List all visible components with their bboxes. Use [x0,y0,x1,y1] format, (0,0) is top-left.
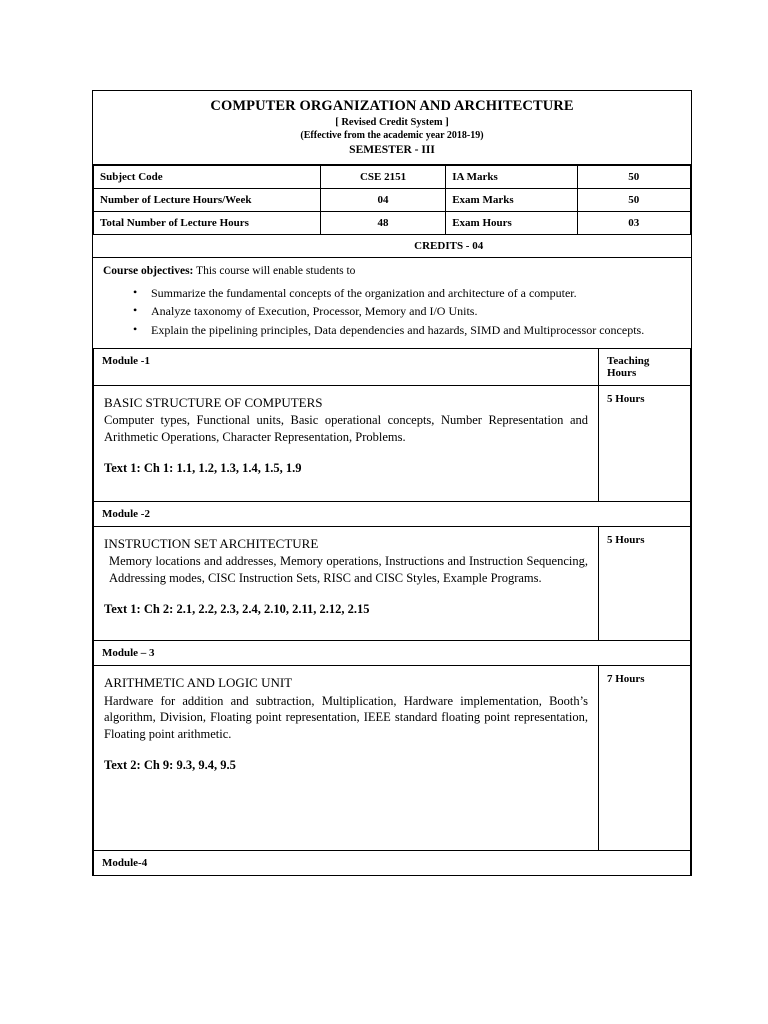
teaching-hours-line1: Teaching [607,354,650,367]
exam-hours-value: 03 [577,212,690,235]
module-2-title: INSTRUCTION SET ARCHITECTURE [104,535,319,551]
subject-code-value: CSE 2151 [320,166,445,189]
module-1-label: Module -1 [94,349,599,386]
effective-year-note: (Effective from the academic year 2018-19) [300,130,484,142]
module-3-hours: 7 Hours [599,666,691,851]
exam-marks-label: Exam Marks [446,189,577,212]
module-2-content [94,526,599,640]
course-info-table [93,165,691,257]
module-2-hours: 5 Hours [599,526,691,640]
semester-label: SEMESTER - III [349,144,435,157]
document-header [93,91,691,165]
list-item: • Analyze taxonomy of Execution, Processor, Memory and I/O Units. [133,303,681,319]
total-lecture-hours-label: Total Number of Lecture Hours [94,212,321,235]
module-1-reference: Text 1: Ch 1: 1.1, 1.2, 1.3, 1.4, 1.5, 1.9 [104,460,302,475]
teaching-hours-line2: Hours [607,366,637,379]
teaching-hours-header [599,349,691,386]
module-3-reference: Text 2: Ch 9: 9.3, 9.4, 9.5 [104,758,236,773]
empty-cell-right [577,235,690,258]
module-1-hours: 5 Hours [599,385,691,501]
table-row [94,641,691,666]
page-title: COMPUTER ORGANIZATION AND ARCHITECTURE [210,98,574,114]
credit-system-note: [ Revised Credit System ] [335,117,449,129]
empty-cell-left [94,235,321,258]
exam-marks-value: 50 [577,189,690,212]
table-row [94,189,691,212]
table-row [94,235,691,258]
table-row [94,212,691,235]
table-row [94,666,691,851]
table-row [94,501,691,526]
table-row [94,349,691,386]
modules-table [93,349,691,875]
list-item: • Summarize the fundamental concepts of the organization and architecture of a computer. [133,285,681,301]
module-2-reference: Text 1: Ch 2: 2.1, 2.2, 2.3, 2.4, 2.10, 2.11, 2.12, 2.15 [104,602,370,617]
subject-code-label: Subject Code [94,166,321,189]
total-lecture-hours-value: 48 [320,212,445,235]
lecture-hours-week-label: Number of Lecture Hours/Week [94,189,321,212]
course-objectives-list [103,285,681,338]
exam-hours-label: Exam Hours [446,212,577,235]
course-objectives-heading-bold: Course objectives: [103,265,194,278]
course-objectives-section [93,257,691,349]
course-objectives-heading [103,265,681,277]
ia-marks-label: IA Marks [446,166,577,189]
module-2-text: Memory locations and addresses, Memory operations, Instructions and Instruction Sequencing, Addressing modes, CISC Instruction Sets, RISC and CISC Styles, Example Programs. [109,554,588,586]
table-row [94,851,691,876]
module-1-content [94,385,599,501]
course-objectives-heading-rest: This course will enable students to [193,265,356,278]
table-row [94,166,691,189]
module-3-title: ARITHMETIC AND LOGIC UNIT [104,675,293,691]
module-3-label: Module – 3 [94,641,691,666]
credits-value: CREDITS - 04 [320,235,577,258]
module-3-content [94,666,599,851]
module-1-text: Computer types, Functional units, Basic operational concepts, Number Representation and Arithmetic Operations, Character Representation, Problems. [104,413,588,445]
list-item: • Explain the pipelining principles, Data dependencies and hazards, SIMD and Multiprocessor concepts. [133,322,681,338]
module-2-label: Module -2 [94,501,691,526]
module-1-title: BASIC STRUCTURE OF COMPUTERS [104,394,323,410]
ia-marks-value: 50 [577,166,690,189]
lecture-hours-week-value: 04 [320,189,445,212]
table-row [94,526,691,640]
module-3-text: Hardware for addition and subtraction, Multiplication, Hardware implementation, Booth’s algorithm, Division, Floating point representation, IEEE standard floating point representation, Floating point arithmetic. [104,693,588,742]
syllabus-document [92,90,692,876]
module-4-label: Module-4 [94,851,691,876]
table-row [94,385,691,501]
